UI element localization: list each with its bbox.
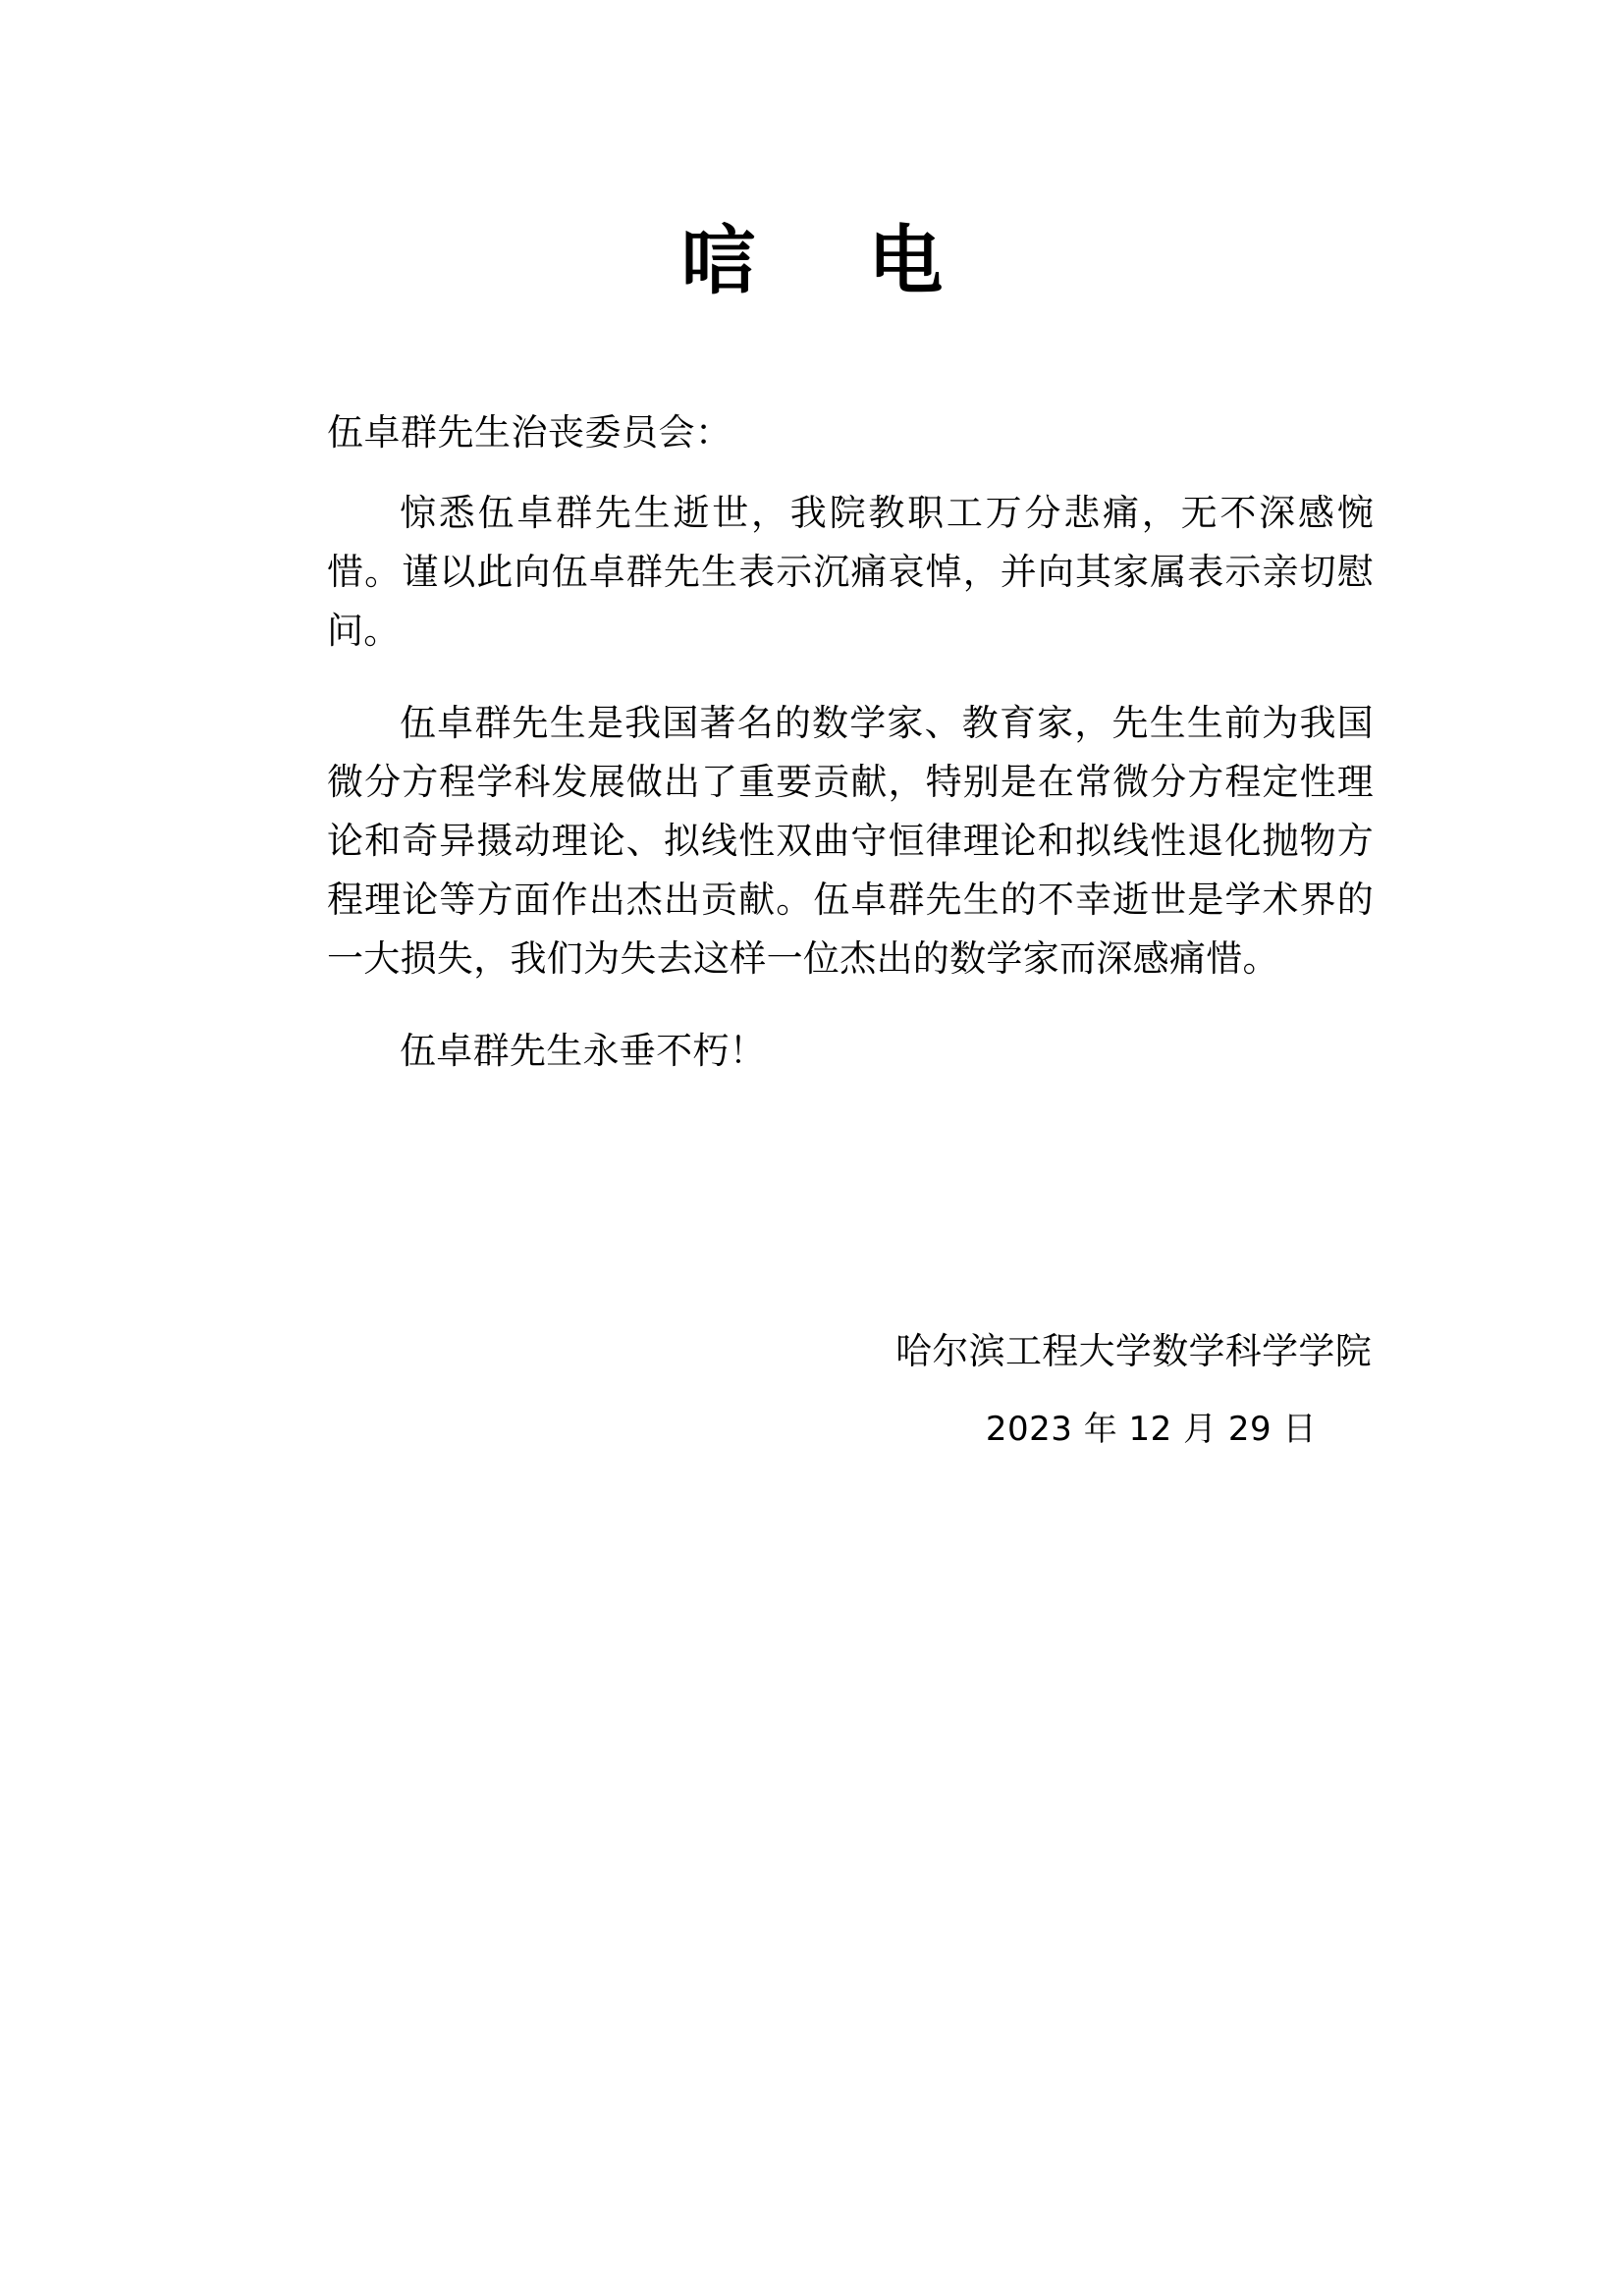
signature-date: 2023 年 12 月 29 日 (985, 1410, 1317, 1450)
document-body (243, 411, 1381, 1080)
paragraph-1: 惊悉伍卓群先生逝世，我院教职工万分悲痛，无不深感惋惜。谨以此向伍卓群先生表示沉痛哀悼，并向其家属表示亲切慰问。 (327, 492, 1374, 652)
page-title: 唁 电 (680, 217, 987, 304)
paragraph-3: 伍卓群先生永垂不朽！ (400, 1029, 766, 1072)
signature-block (243, 1330, 1381, 1450)
paragraph-2: 伍卓群先生是我国著名的数学家、教育家，先生生前为我国微分方程学科发展做出了重要贡献，特别是在常微分方程定性理论和奇异摄动理论、拟线性双曲守恒律理论和拟线性退化抛物方程理论等方面作出杰出贡献。伍卓群先生的不幸逝世是学术界的一大损失，我们为失去这样一位杰出的数学家而深感痛惜。 (327, 701, 1374, 980)
salutation-line: 伍卓群先生治丧委员会： (327, 411, 732, 454)
signature-organization: 哈尔滨工程大学数学科学学院 (895, 1330, 1372, 1373)
